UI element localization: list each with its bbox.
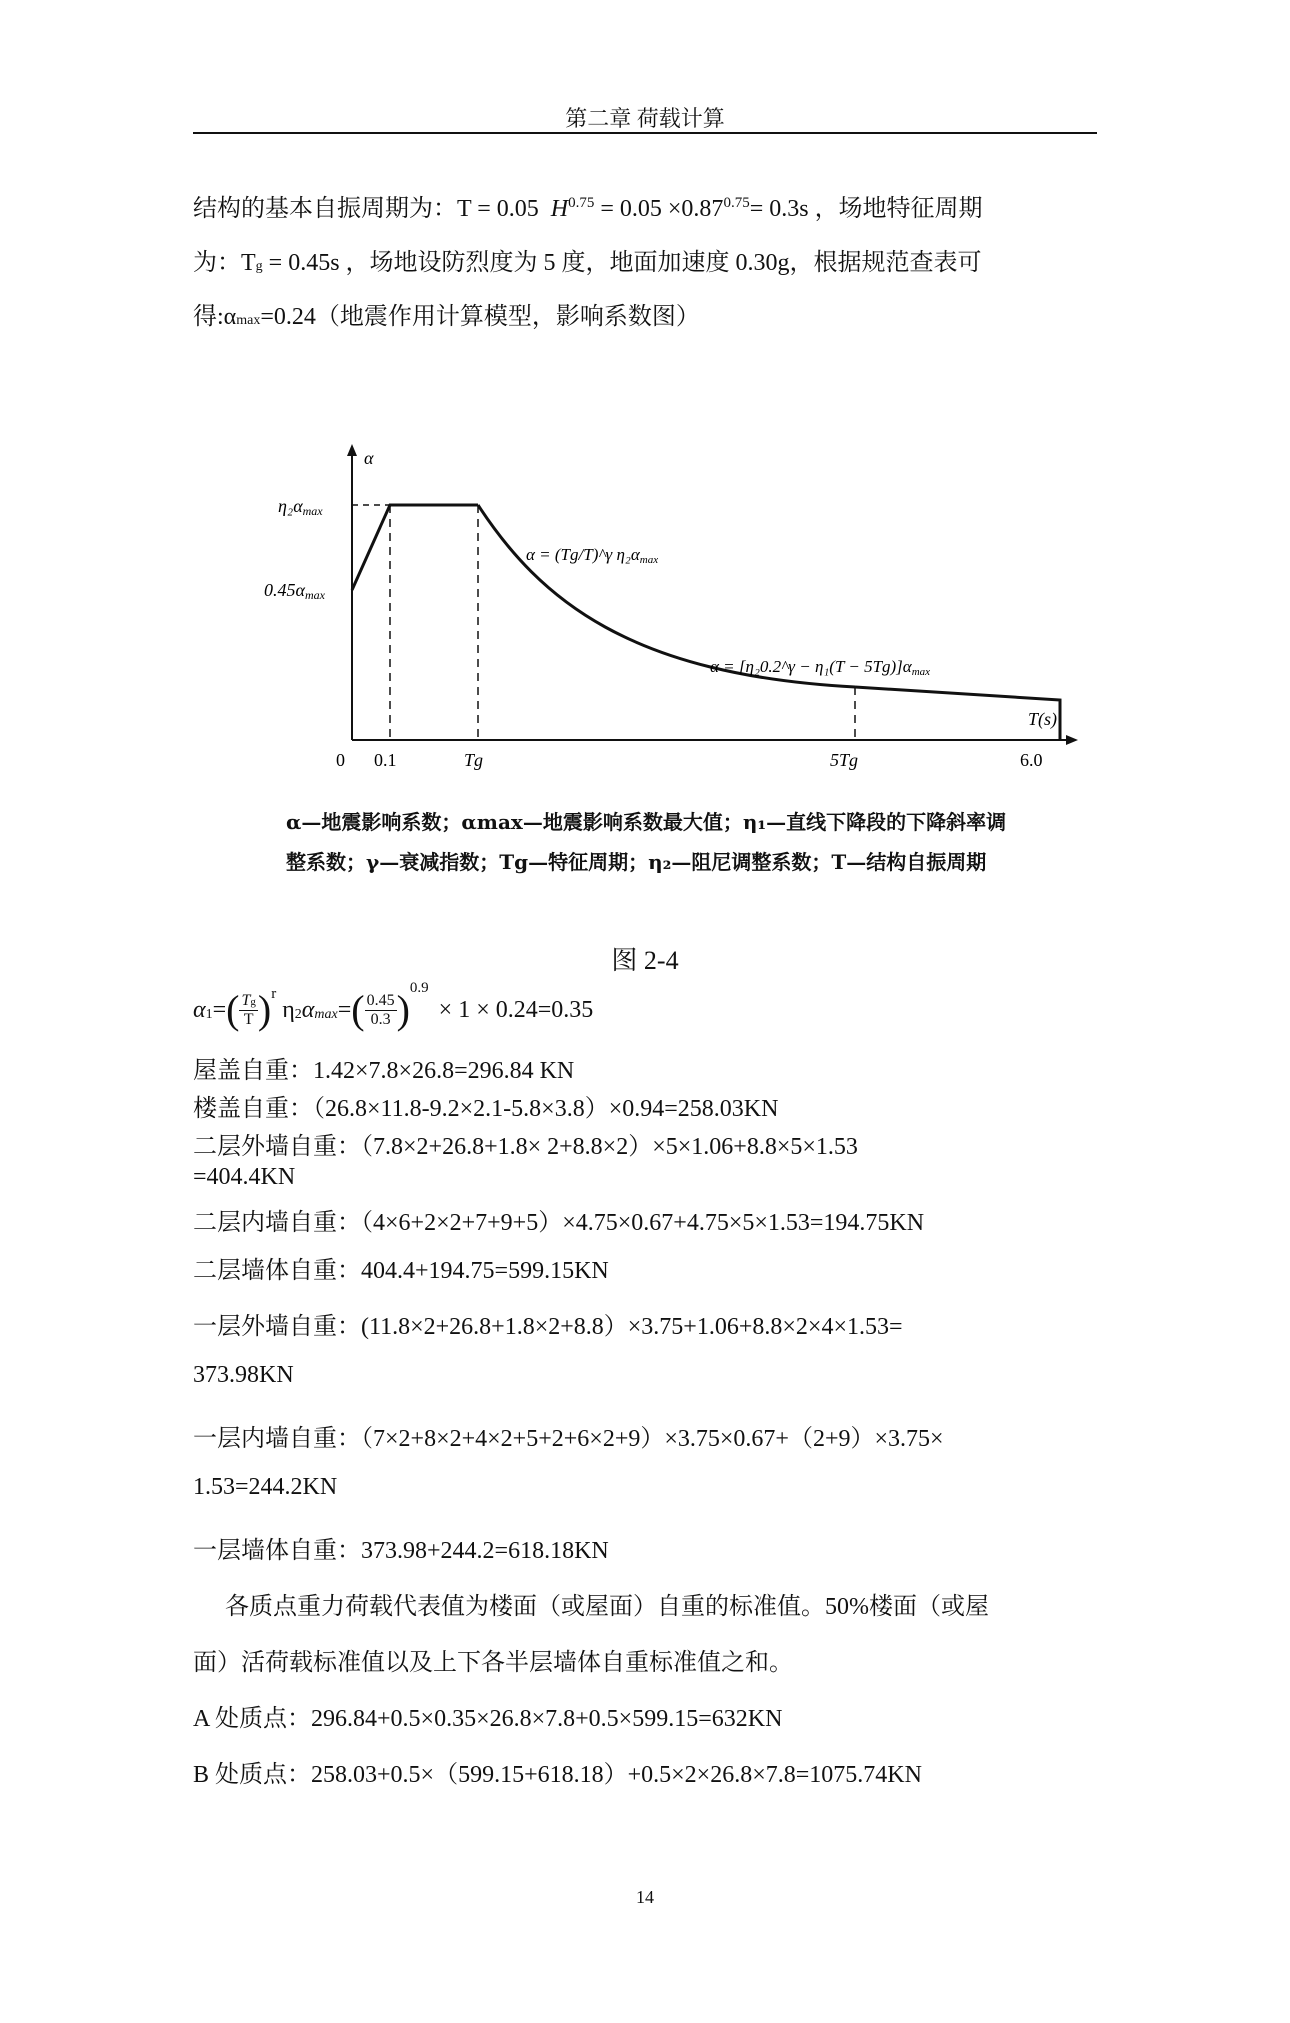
fraction-1-num-sub: g: [250, 995, 256, 1008]
calc-line-roof: 屋盖自重：1.42×7.8×26.8=296.84 KN: [193, 1058, 575, 1084]
fraction-1-denominator: T: [243, 1010, 254, 1028]
intro-text-3b: =0.24（地震作用计算模型，影响系数图）: [260, 304, 700, 330]
alpha1-eta-sub: 2: [294, 1007, 302, 1022]
calc-line-1f-int-wall: 一层内墙自重：（7×2+8×2+4×2+5+2+6×2+9）×3.75×0.67+（2+9）×3.75×: [193, 1426, 944, 1452]
intro-line-2: [193, 242, 982, 277]
alpha1-eq2: =: [337, 996, 352, 1023]
x-tick-6.0: 6.0: [1020, 750, 1043, 770]
alpha1-eq1: =: [212, 996, 227, 1023]
intro-sub-g: g: [255, 259, 263, 274]
mass-point-b: B 处质点：258.03+0.5×（599.15+618.18）+0.5×2×26.8×7.8=1075.74KN: [193, 1762, 922, 1788]
x-axis-arrow: [1066, 735, 1078, 745]
fraction-1-num-text: T: [241, 991, 251, 1009]
intro-text-2b: = 0.45s ，场地设防烈度为 5 度，地面加速度 0.30g，根据规范查表可: [268, 250, 982, 276]
fraction-045-03: [365, 992, 397, 1028]
y-axis-label: α: [364, 448, 374, 468]
paren-open-1: (: [226, 987, 240, 1032]
x-tick-0.1: 0.1: [374, 750, 397, 770]
chapter-header: 第二章 荷载计算: [565, 106, 725, 131]
alpha1-exp-09: 0.9: [409, 980, 429, 996]
figure-caption-line-1: α—地震影响系数；αmax—地震影响系数最大值；η₁—直线下降段的下降斜率调: [286, 810, 1007, 834]
intro-text-1a: 结构的基本自振周期为：T = 0.05: [193, 196, 539, 222]
calc-line-1f-ext-wall-result: 373.98KN: [193, 1362, 294, 1388]
y-tick-top: [278, 496, 323, 518]
x-tick-0: 0: [336, 750, 345, 770]
mass-point-a: A 处质点：296.84+0.5×0.35×26.8×7.8+0.5×599.15=632KN: [193, 1706, 783, 1732]
page-number: 14: [636, 1887, 654, 1907]
alpha1-exp-r: r: [271, 986, 277, 1002]
calc-line-1f-wall-total: 一层墙体自重：373.98+244.2=618.18KN: [193, 1538, 609, 1564]
fraction-tg-t: [239, 992, 257, 1028]
intro-text-2a: 为：T: [193, 250, 256, 276]
figure-label: 图 2-4: [611, 946, 679, 975]
y-axis-arrow: [347, 444, 357, 456]
paragraph-line-1: 各质点重力荷载代表值为楼面（或屋面）自重的标准值。50%楼面（或屋: [225, 1594, 989, 1620]
calc-line-2f-int-wall: 二层内墙自重：（4×6+2×2+7+9+5）×4.75×0.67+4.75×5×1.53=194.75KN: [193, 1210, 925, 1236]
paren-close-2: ): [396, 987, 410, 1032]
alpha1-alpha: α: [301, 996, 315, 1023]
intro-text-3a: 得:α: [193, 304, 237, 330]
alpha1-alpha-sub: max: [314, 1007, 338, 1022]
intro-line-3: [193, 296, 700, 331]
y-tick-mid: [264, 580, 326, 602]
alpha1-lhs-sub: 1: [205, 1007, 213, 1022]
linear-formula-main: α = [η₂0.2^γ − η₁(T − 5Tg)]α: [710, 657, 912, 676]
response-spectrum-figure: [264, 440, 1090, 770]
calc-line-2f-ext-wall: 二层外墙自重：（7.8×2+26.8+1.8× 2+8.8×2）×5×1.06+8.8×5×1.53: [193, 1134, 858, 1160]
paragraph-line-2: 面）活荷载标准值以及上下各半层墙体自重标准值之和。: [193, 1650, 793, 1676]
x-axis-label: T(s): [1028, 709, 1058, 729]
calc-line-2f-wall-total: 二层墙体自重：404.4+194.75=599.15KN: [193, 1258, 609, 1284]
linear-formula: [710, 657, 930, 678]
intro-line-1: [193, 188, 983, 223]
curve-formula: [526, 545, 658, 566]
intro-exp-2: 0.75: [723, 195, 750, 211]
paren-close-1: ): [257, 987, 272, 1032]
y-tick-top-sub: max: [302, 504, 323, 518]
calc-line-floor: 楼盖自重：（26.8×11.8-9.2×2.1-5.8×3.8）×0.94=258.03KN: [193, 1096, 779, 1122]
linear-formula-sub: max: [911, 666, 931, 678]
alpha1-formula: [193, 980, 594, 1032]
alpha1-tail: × 1 × 0.24=0.35: [438, 996, 594, 1023]
calc-line-2f-ext-wall-result: =404.4KN: [193, 1164, 296, 1190]
intro-sub-max: max: [236, 313, 261, 328]
curve-formula-main: α = (Tg/T)^γ η₂α: [526, 545, 640, 564]
fraction-2-denominator: 0.3: [370, 1010, 391, 1028]
y-tick-mid-main: 0.45α: [264, 580, 305, 600]
paren-open-2: (: [351, 987, 365, 1032]
alpha1-eta: η: [282, 996, 295, 1023]
fraction-1-numerator: [239, 992, 257, 1011]
y-tick-mid-sub: max: [304, 588, 325, 602]
intro-h-symbol: H: [550, 196, 569, 222]
alpha1-lhs: α: [193, 996, 206, 1023]
figure-caption-line-2: 整系数；γ—衰减指数；Tg—特征周期；η₂—阻尼调整系数；T—结构自振周期: [286, 850, 987, 874]
curve-formula-sub: max: [639, 554, 659, 566]
intro-exp-1: 0.75: [568, 195, 595, 211]
spectrum-rise-plateau: [352, 505, 478, 590]
calc-line-1f-int-wall-result: 1.53=244.2KN: [193, 1474, 338, 1500]
fraction-2-numerator: 0.45: [366, 991, 395, 1009]
intro-text-1c: = 0.3s ，场地特征周期: [749, 196, 983, 222]
y-tick-top-main: η₂α: [278, 496, 303, 516]
x-tick-5tg: 5Tg: [830, 750, 859, 770]
intro-text-1b: = 0.05 ×0.87: [600, 196, 724, 222]
header-divider: [193, 132, 1097, 134]
x-tick-tg: Tg: [464, 750, 484, 770]
calc-line-1f-ext-wall: 一层外墙自重：(11.8×2+26.8+1.8×2+8.8）×3.75+1.06+8.8×2×4×1.53=: [193, 1314, 903, 1340]
